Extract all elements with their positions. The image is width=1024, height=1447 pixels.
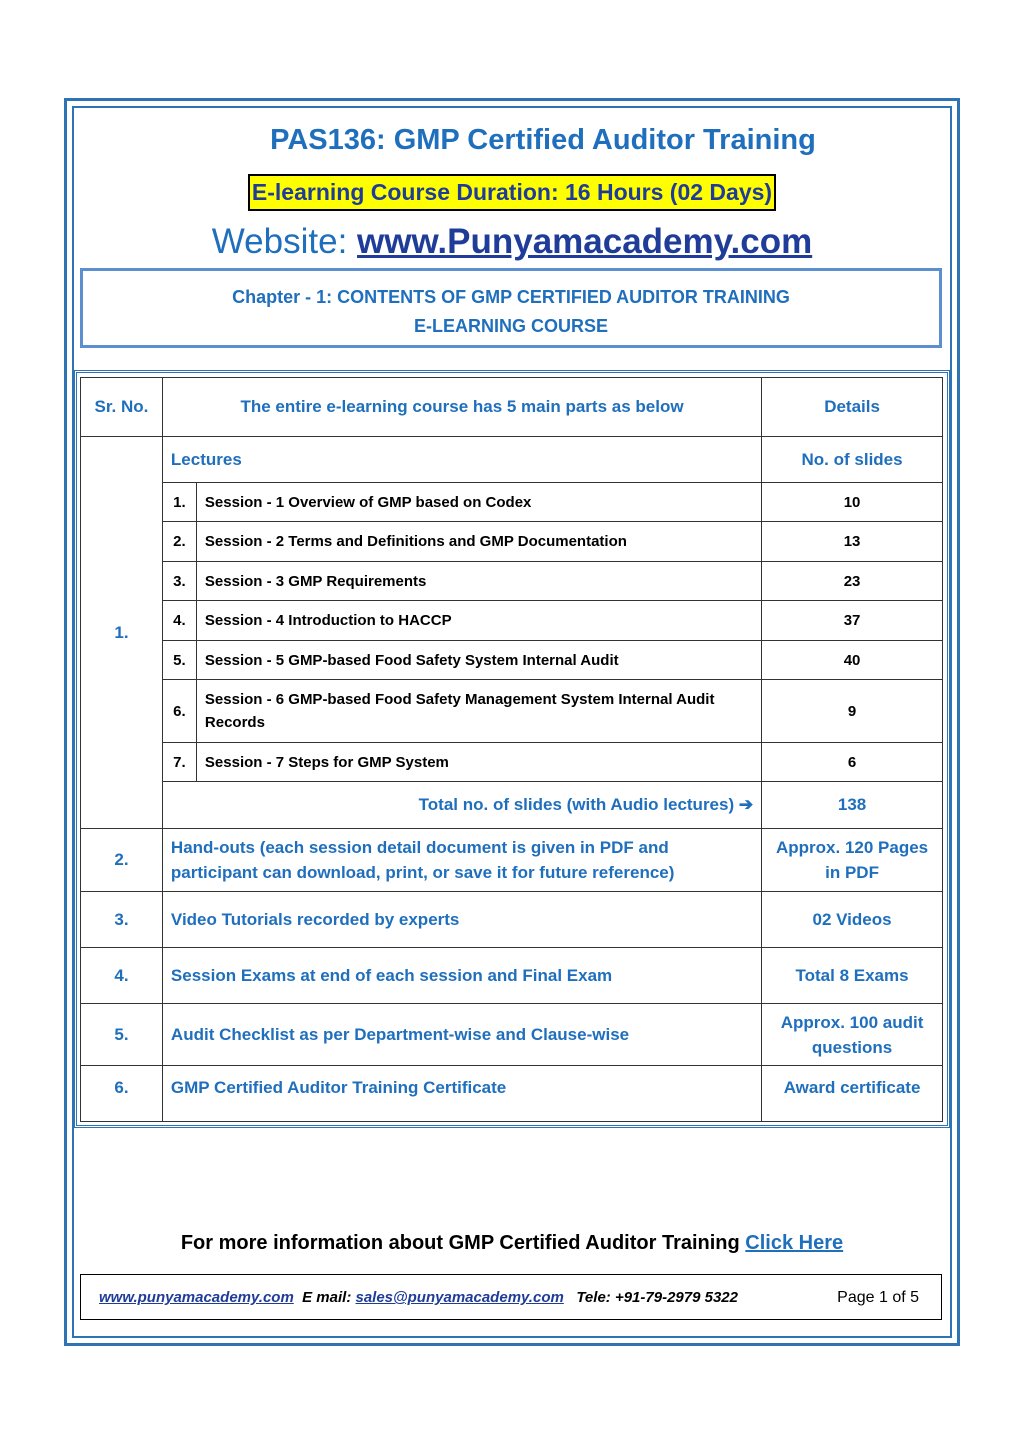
row-sr-no: 6. (81, 1066, 163, 1122)
content-row (81, 892, 943, 948)
email-link[interactable]: sales@punyamacademy.com (355, 1289, 564, 1306)
row-description: Audit Checklist as per Department-wise and Clause-wise (162, 1004, 761, 1066)
website-line (0, 222, 1024, 262)
page-number: Page 1 of 5 (837, 1289, 919, 1306)
header-sr-no: Sr. No. (81, 378, 163, 437)
lectures-label: Lectures (162, 437, 761, 483)
session-slides: 9 (762, 680, 943, 743)
session-name: Session - 6 GMP-based Food Safety Management System Internal Audit Records (196, 680, 761, 743)
sr-no-1: 1. (81, 437, 163, 829)
chapter-heading-line1: Chapter - 1: CONTENTS OF GMP CERTIFIED AUDITOR TRAINING (232, 287, 790, 307)
session-slides: 40 (762, 641, 943, 680)
website-link[interactable]: www.Punyamacademy.com (357, 222, 813, 261)
arrow-right-icon: ➔ (738, 795, 754, 814)
more-info-line (0, 1232, 1024, 1255)
row-description: Video Tutorials recorded by experts (162, 892, 761, 948)
session-slides: 10 (762, 483, 943, 522)
row-description: GMP Certified Auditor Training Certificate (162, 1066, 761, 1122)
row-description: Hand-outs (each session detail document is given in PDF and participant can download, print, or save it for future reference) (162, 829, 761, 892)
row-detail: Total 8 Exams (762, 948, 943, 1004)
row-sr-no: 2. (81, 829, 163, 892)
row-detail: Award certificate (762, 1066, 943, 1122)
session-row (81, 641, 943, 680)
duration-text: E-learning Course Duration: 16 Hours (02 Days) (248, 174, 776, 211)
document-title: PAS136: GMP Certified Auditor Training (270, 124, 816, 156)
session-name: Session - 5 GMP-based Food Safety System Internal Audit (196, 641, 761, 680)
session-name: Session - 4 Introduction to HACCP (196, 601, 761, 641)
email-label: E mail: (293, 1289, 356, 1306)
content-row (81, 1066, 943, 1122)
session-row (81, 483, 943, 522)
session-row (81, 562, 943, 601)
session-row (81, 522, 943, 562)
chapter-heading-line2: E-LEARNING COURSE (413, 316, 608, 336)
content-row (81, 1004, 943, 1066)
row-detail: Approx. 120 Pages in PDF (762, 829, 943, 892)
session-slides: 13 (762, 522, 943, 562)
session-number: 7. (162, 743, 196, 782)
session-number: 3. (162, 562, 196, 601)
contact-line (99, 1289, 738, 1306)
session-slides: 23 (762, 562, 943, 601)
total-slides-row (81, 782, 943, 829)
row-description: Session Exams at end of each session and Final Exam (162, 948, 761, 1004)
telephone: Tele: +91-79-2979 5322 (563, 1289, 738, 1306)
session-number: 1. (162, 483, 196, 522)
session-row (81, 743, 943, 782)
table-header-row (81, 378, 943, 437)
total-slides-label-cell (162, 782, 761, 829)
content-row (81, 948, 943, 1004)
lectures-row (81, 437, 943, 483)
row-sr-no: 5. (81, 1004, 163, 1066)
session-row (81, 680, 943, 743)
session-row (81, 601, 943, 641)
header-details: Details (762, 378, 943, 437)
content-row (81, 829, 943, 892)
session-number: 5. (162, 641, 196, 680)
slides-label: No. of slides (762, 437, 943, 483)
row-sr-no: 4. (81, 948, 163, 1004)
session-number: 4. (162, 601, 196, 641)
total-slides-value: 138 (762, 782, 943, 829)
session-name: Session - 1 Overview of GMP based on Codex (196, 483, 761, 522)
more-info-text: For more information about GMP Certified Auditor Training (180, 1232, 746, 1254)
course-contents-table (80, 377, 943, 1122)
session-slides: 6 (762, 743, 943, 782)
footer-site-link[interactable]: www.punyamacademy.com (99, 1289, 294, 1306)
session-slides: 37 (762, 601, 943, 641)
duration-banner (0, 174, 1024, 211)
contact-footer (80, 1274, 942, 1320)
row-detail: Approx. 100 audit questions (762, 1004, 943, 1066)
chapter-heading-box (80, 268, 942, 348)
session-name: Session - 3 GMP Requirements (196, 562, 761, 601)
header-description: The entire e-learning course has 5 main parts as below (162, 378, 761, 437)
session-number: 6. (162, 680, 196, 743)
website-label: Website: (211, 222, 358, 261)
row-detail: 02 Videos (762, 892, 943, 948)
session-name: Session - 2 Terms and Definitions and GMP Documentation (196, 522, 761, 562)
session-number: 2. (162, 522, 196, 562)
session-name: Session - 7 Steps for GMP System (196, 743, 761, 782)
row-sr-no: 3. (81, 892, 163, 948)
total-slides-label: Total no. of slides (with Audio lectures) (418, 795, 735, 814)
click-here-link[interactable]: Click Here (745, 1232, 844, 1254)
